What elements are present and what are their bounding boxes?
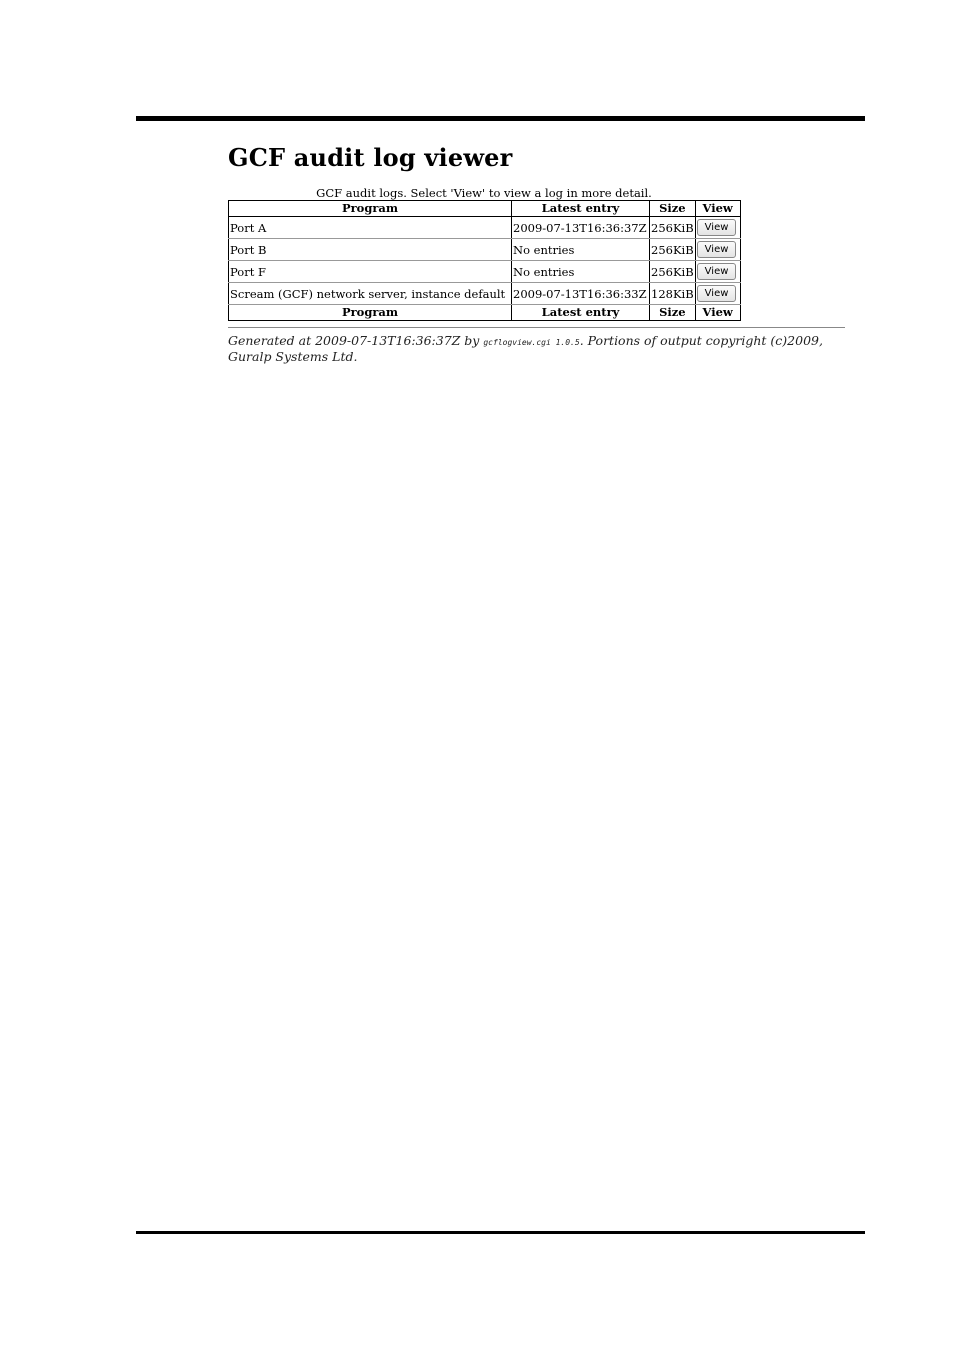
cell-view [695, 261, 740, 283]
view-button-port-a[interactable]: View [697, 219, 737, 236]
table-row [229, 261, 741, 283]
view-button-port-b[interactable]: View [697, 241, 737, 258]
logs-table [228, 200, 741, 321]
cell-program: Scream (GCF) network server, instance default [229, 283, 512, 305]
top-rule [136, 116, 865, 121]
table-row [229, 283, 741, 305]
main-content [228, 140, 848, 364]
cell-program: Port B [229, 239, 512, 261]
cell-view [695, 239, 740, 261]
header-latest-entry: Latest entry [512, 201, 650, 217]
generated-footer [228, 334, 848, 364]
cell-latest-entry: 2009-07-13T16:36:33Z [512, 283, 650, 305]
footer-program: Program [229, 305, 512, 321]
table-footer-row [229, 305, 741, 321]
cell-size: 256KiB [650, 217, 696, 239]
cell-size: 256KiB [650, 261, 696, 283]
header-program: Program [229, 201, 512, 217]
cell-program: Port A [229, 217, 512, 239]
page-title: GCF audit log viewer [228, 143, 513, 172]
footer-view: View [695, 305, 740, 321]
cell-latest-entry: 2009-07-13T16:36:37Z [512, 217, 650, 239]
cell-view [695, 283, 740, 305]
header-size: Size [650, 201, 696, 217]
footer-divider [228, 327, 845, 328]
cell-size: 256KiB [650, 239, 696, 261]
cell-view [695, 217, 740, 239]
header-view: View [695, 201, 740, 217]
footer-program-name: gcflogview.cgi 1.0.5 [483, 338, 580, 347]
cell-latest-entry: No entries [512, 239, 650, 261]
table-header-row [229, 201, 741, 217]
table-row [229, 217, 741, 239]
view-button-scream[interactable]: View [697, 285, 737, 302]
footer-size: Size [650, 305, 696, 321]
view-button-port-f[interactable]: View [697, 263, 737, 280]
footer-prefix: Generated at 2009-07-13T16:36:37Z by [228, 333, 480, 348]
bottom-rule [136, 1231, 865, 1234]
footer-latest-entry: Latest entry [512, 305, 650, 321]
cell-latest-entry: No entries [512, 261, 650, 283]
footer-suffix: . Portions of output copyright (c)2009, Guralp Systems Ltd. [228, 333, 823, 364]
cell-size: 128KiB [650, 283, 696, 305]
table-caption: GCF audit logs. Select 'View' to view a log in more detail. [316, 186, 652, 200]
table-row [229, 239, 741, 261]
cell-program: Port F [229, 261, 512, 283]
